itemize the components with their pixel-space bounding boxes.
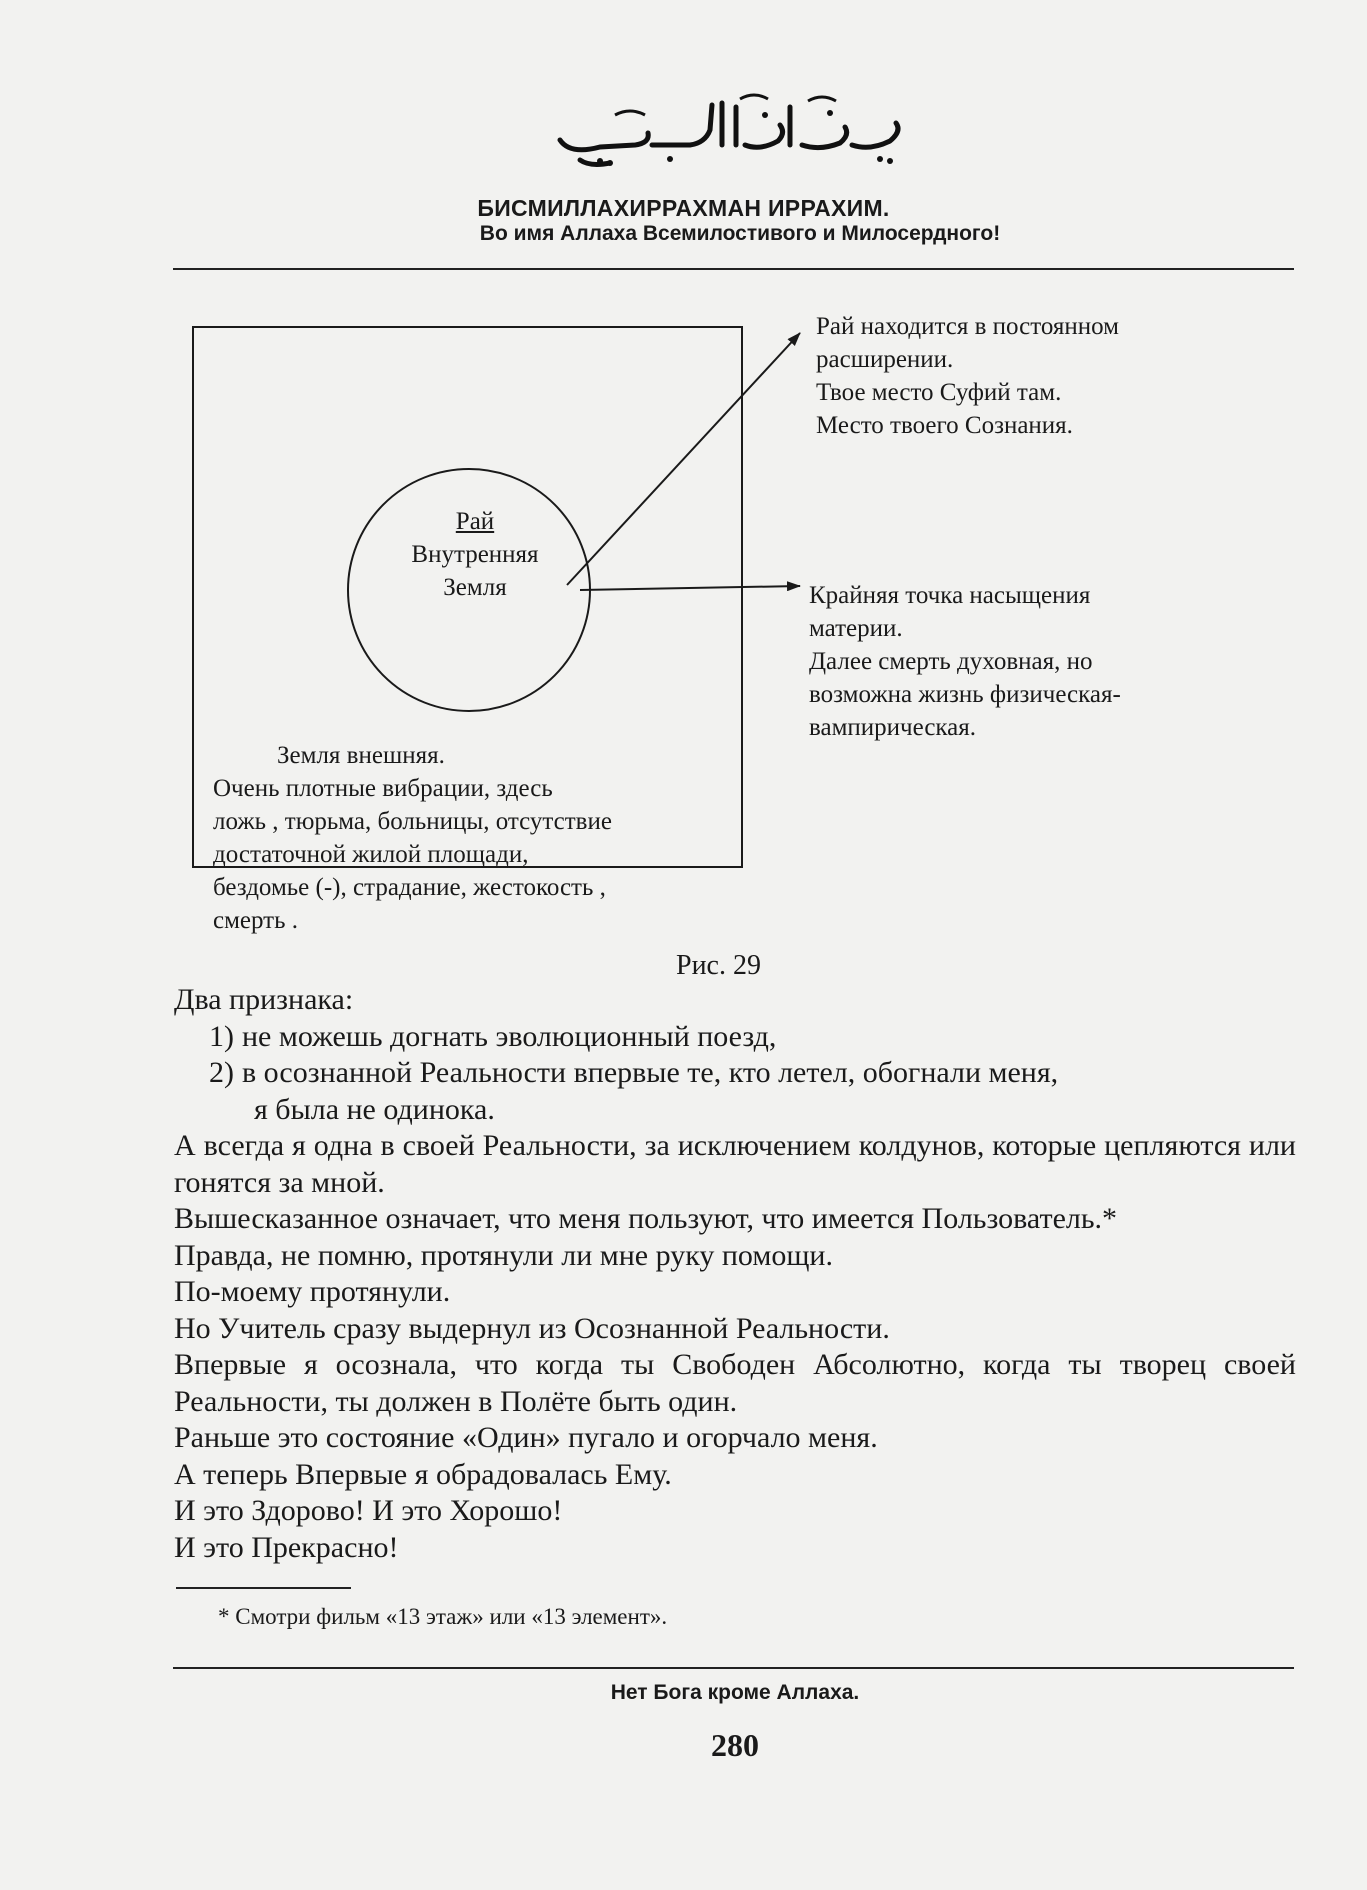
arrow-to-paradise-note (567, 333, 800, 585)
paragraph: А всегда я одна в своей Реальности, за исключением колдунов, которые цепляются или гонятся за мной. (174, 1129, 1296, 1199)
note-line: материи. (809, 615, 903, 642)
note-line: расширении. (816, 346, 954, 373)
note-line: Далее смерть духовная, но (809, 648, 1093, 675)
note-line: бездомье (-), страдание, жестокость , (213, 874, 606, 901)
footnote-divider (176, 1587, 351, 1589)
paragraph: По-моему протянули. (174, 1275, 451, 1308)
header-subtitle: Во имя Аллаха Всемилостивого и Милосердного! (479, 222, 1001, 245)
outer-earth-note (213, 739, 612, 937)
paragraph: Раньше это состояние «Один» пугало и огорчало меня. (174, 1421, 878, 1454)
inner-label: Внутренняя (411, 541, 539, 568)
inner-earth-label (375, 505, 575, 604)
paradise-note (816, 310, 1119, 442)
list-number: 1) (209, 1019, 234, 1053)
list-item (174, 1019, 1296, 1056)
note-line: Земля внешняя. (277, 742, 445, 769)
paragraph: И это Здорово! И это Хорошо! (174, 1494, 563, 1527)
earth-label: Земля (443, 574, 507, 601)
note-line: Очень плотные вибрации, здесь (213, 775, 553, 802)
note-line: достаточной жилой площади, (213, 841, 529, 868)
list-text: не можешь догнать эволюционный поезд, (242, 1019, 777, 1053)
note-line: Место твоего Сознания. (816, 412, 1073, 439)
page-number: 280 (711, 1727, 759, 1763)
paragraph: Но Учитель сразу выдернул из Осознанной Реальности. (174, 1311, 890, 1345)
list-number: 2) (209, 1056, 234, 1089)
note-line: возможна жизнь физическая- (809, 681, 1121, 708)
intro-line: Два признака: (174, 983, 354, 1016)
figure-caption: Рис. 29 (676, 950, 761, 981)
paragraph: Впервые я осознала, что когда ты Свободен Абсолютно, когда ты творец своей Реальности, ты должен в Полёте быть один. (174, 1348, 1296, 1418)
list-continuation: я была не одинока. (254, 1092, 495, 1126)
header-divider (173, 268, 1294, 270)
paragraph: И это Прекрасно! (174, 1530, 399, 1564)
footer-divider (173, 1667, 1294, 1669)
list-text: в осознанной Реальности впервые те, кто летел, обогнали меня, (242, 1056, 1059, 1089)
arrow-to-matter-note (580, 586, 800, 590)
footnote: * Смотри фильм «13 этаж» или «13 элемент». (218, 1604, 668, 1629)
matter-note (809, 579, 1121, 744)
note-line: вампирическая. (809, 714, 977, 741)
note-line: Крайняя точка насыщения (809, 582, 1091, 609)
footer-text: Нет Бога кроме Аллаха. (610, 1681, 860, 1704)
arabic-calligraphy (540, 85, 920, 175)
note-line: ложь , тюрьма, больницы, отсутствие (213, 808, 612, 835)
body-text (174, 982, 1296, 1566)
paragraph: Вышесказанное означает, что меня пользуют, что имеется Пользователь.* (174, 1202, 1118, 1235)
paragraph: А теперь Впервые я обрадовалась Ему. (174, 1457, 672, 1491)
header-title: БИСМИЛЛАХИРРАХМАН ИРРАХИМ. (477, 195, 890, 221)
paragraph: Правда, не помню, протянули ли мне руку помощи. (174, 1238, 833, 1272)
note-line: Рай находится в постоянном (816, 313, 1119, 340)
list-item (174, 1055, 1296, 1092)
note-line: Твое место Суфий там. (816, 379, 1062, 406)
note-line: смерть . (213, 907, 299, 934)
paradise-label: Рай (455, 508, 495, 535)
